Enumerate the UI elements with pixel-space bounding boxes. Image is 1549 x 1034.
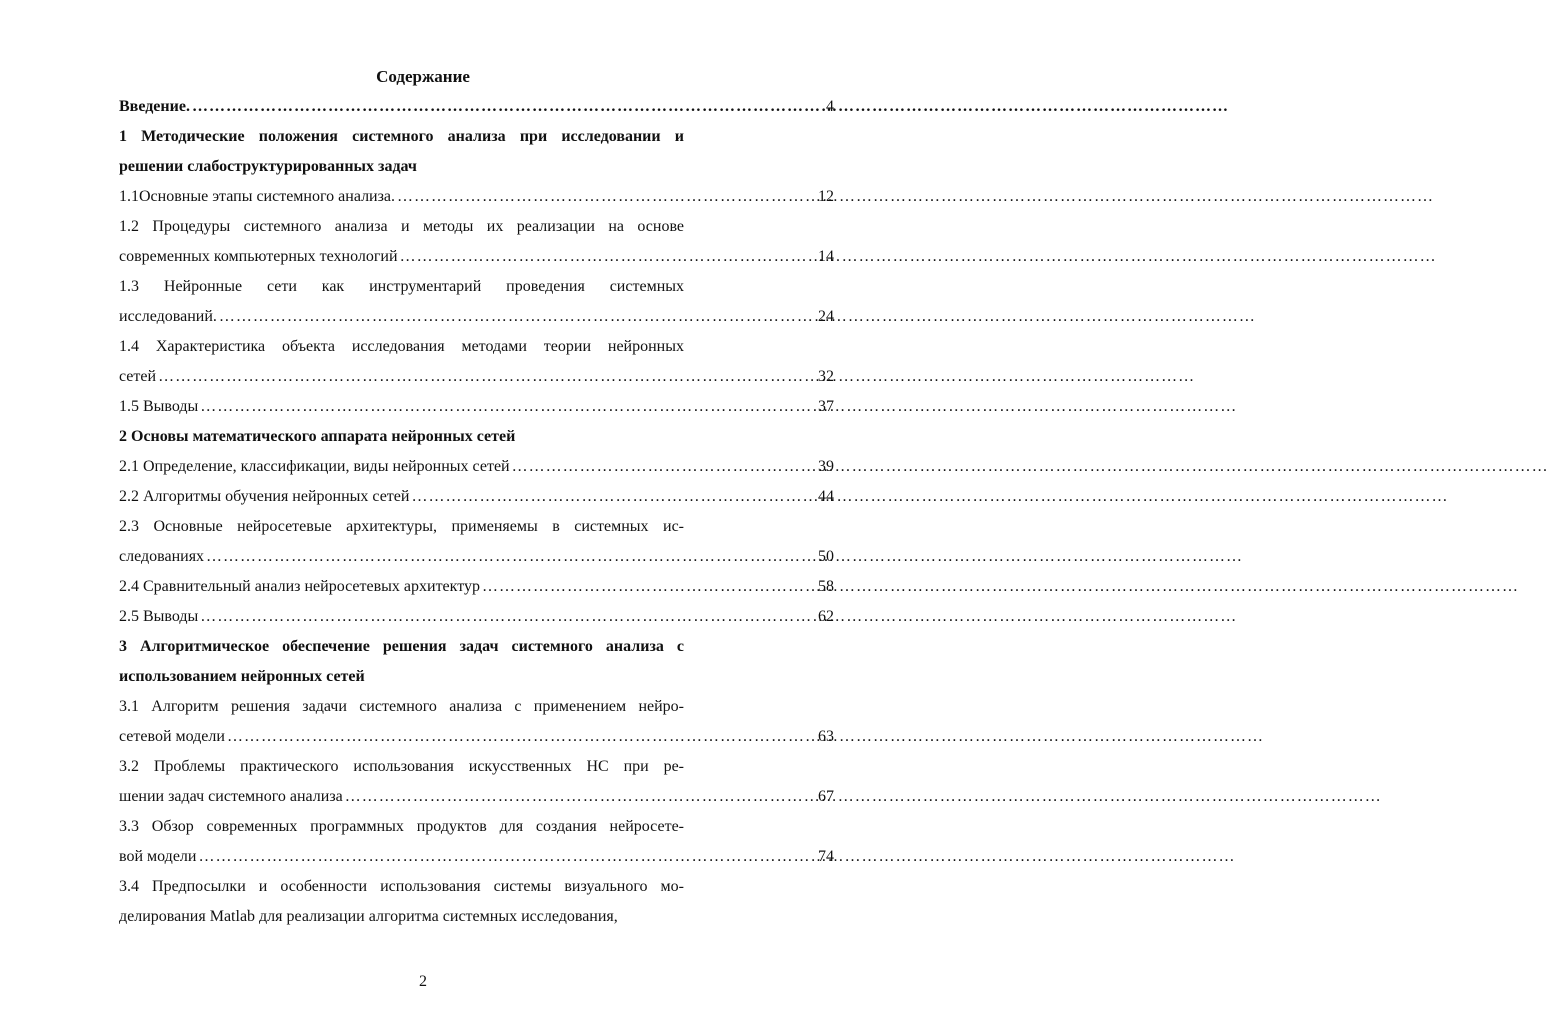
toc-entry-text: 1.4 Характеристика объекта исследования методами теории нейронных [119,338,684,355]
dot-leader [227,722,1264,752]
dot-leader [400,242,1437,272]
toc-entry-text: шении задач системного анализа [119,788,343,805]
toc-entry-text: Введение. [119,98,190,115]
toc-entry-page: 32 [818,368,834,385]
toc-entry-text: 2.1 Определение, классификации, виды нейронных сетей [119,458,510,475]
toc-entry-text: 2.5 Выводы [119,608,199,625]
toc-entry-page: 24 [818,308,834,325]
toc-entry-text: 1.2 Процедуры системного анализа и методы их реализации на основе [119,218,684,235]
toc-entry-text: вой модели [119,848,197,865]
dot-leader [512,452,1549,482]
toc-entry-page: 44 [818,488,834,505]
toc-entry-text: 2.3 Основные нейросетевые архитектуры, применяемы в системных ис- [119,518,684,535]
toc-entry-text: 2.2 Алгоритмы обучения нейронных сетей [119,488,410,505]
page-number: 2 [419,973,427,990]
toc-entry-text: 3.1 Алгоритм решения задачи системного анализа с применением нейро- [119,698,684,715]
toc-entry-text: решении слабоструктурированных задач [119,158,417,175]
toc-entry-page: 12 [818,188,834,205]
toc-entry-line [119,722,674,752]
toc-entry-page: 4 [826,98,834,115]
toc-entry-line [119,602,674,632]
toc-entry-line [119,572,674,602]
toc-title: Содержание [376,67,470,86]
toc-entry-text: исследований. [119,308,217,325]
dot-leader [345,782,1382,812]
toc-entry-page: 63 [818,728,834,745]
toc-entry-line [119,242,674,272]
toc-entry-line [119,392,674,422]
toc-entry-text: 2.4 Сравнительный анализ нейросетевых архитектур [119,578,480,595]
toc-entry-text: 2 Основы математического аппарата нейронных сетей [119,428,516,445]
toc-entry-text: 3.2 Проблемы практического использования искусственных НС при ре- [119,758,684,775]
toc-entry-text: 1.5 Выводы [119,398,199,415]
toc-entry-page: 74 [818,848,834,865]
toc-entry-line [119,362,674,392]
toc-entry-line [119,842,674,872]
dot-leader [158,362,1195,392]
dot-leader [219,302,1256,332]
toc-entry-line [119,542,674,572]
toc-entry-page: 37 [818,398,834,415]
toc-entry-text: следованиях [119,548,205,565]
toc-entry-text: 1.3 Нейронные сети как инструментарий проведения системных [119,278,684,295]
toc-entry-line [119,92,674,122]
toc-entry-page: 50 [818,548,834,565]
toc-entry-text: сетей [119,368,157,385]
toc-entry-page: 67 [818,788,834,805]
toc-entry-line [119,782,674,812]
dot-leader [397,182,1434,212]
dot-leader [206,542,1243,572]
toc-entry-text: делирования Matlab для реализации алгоритма системных исследования, [119,908,618,925]
toc-entry-line [119,182,674,212]
toc-entry-line [119,482,674,512]
toc-entry-page: 62 [818,608,834,625]
toc-entry-page: 58 [818,578,834,595]
toc-entry-text: 3.3 Обзор современных программных продуктов для создания нейросете- [119,818,684,835]
toc-entry-page: 14 [818,248,834,265]
toc-entry-text: 3.4 Предпосылки и особенности использования системы визуального мо- [119,878,684,895]
dot-leader [200,392,1237,422]
toc-entry-text: современных компьютерных технологий [119,248,398,265]
toc-entry-line [119,302,674,332]
toc-entry-text: 3 Алгоритмическое обеспечение решения задач системного анализа с [119,638,684,655]
dot-leader [198,842,1235,872]
toc-entry-text: 1.1Основные этапы системного анализа. [119,188,396,205]
dot-leader [411,482,1448,512]
dot-leader [200,602,1237,632]
dot-leader [482,572,1519,602]
dot-leader [192,92,1229,122]
toc-entry-page: 39 [818,458,834,475]
toc-entry-line [119,452,674,482]
toc-entry-text: сетевой модели [119,728,225,745]
toc-entry-text: 1 Методические положения системного анализа при исследовании и [119,128,684,145]
toc-entry-text: использованием нейронных сетей [119,668,365,685]
